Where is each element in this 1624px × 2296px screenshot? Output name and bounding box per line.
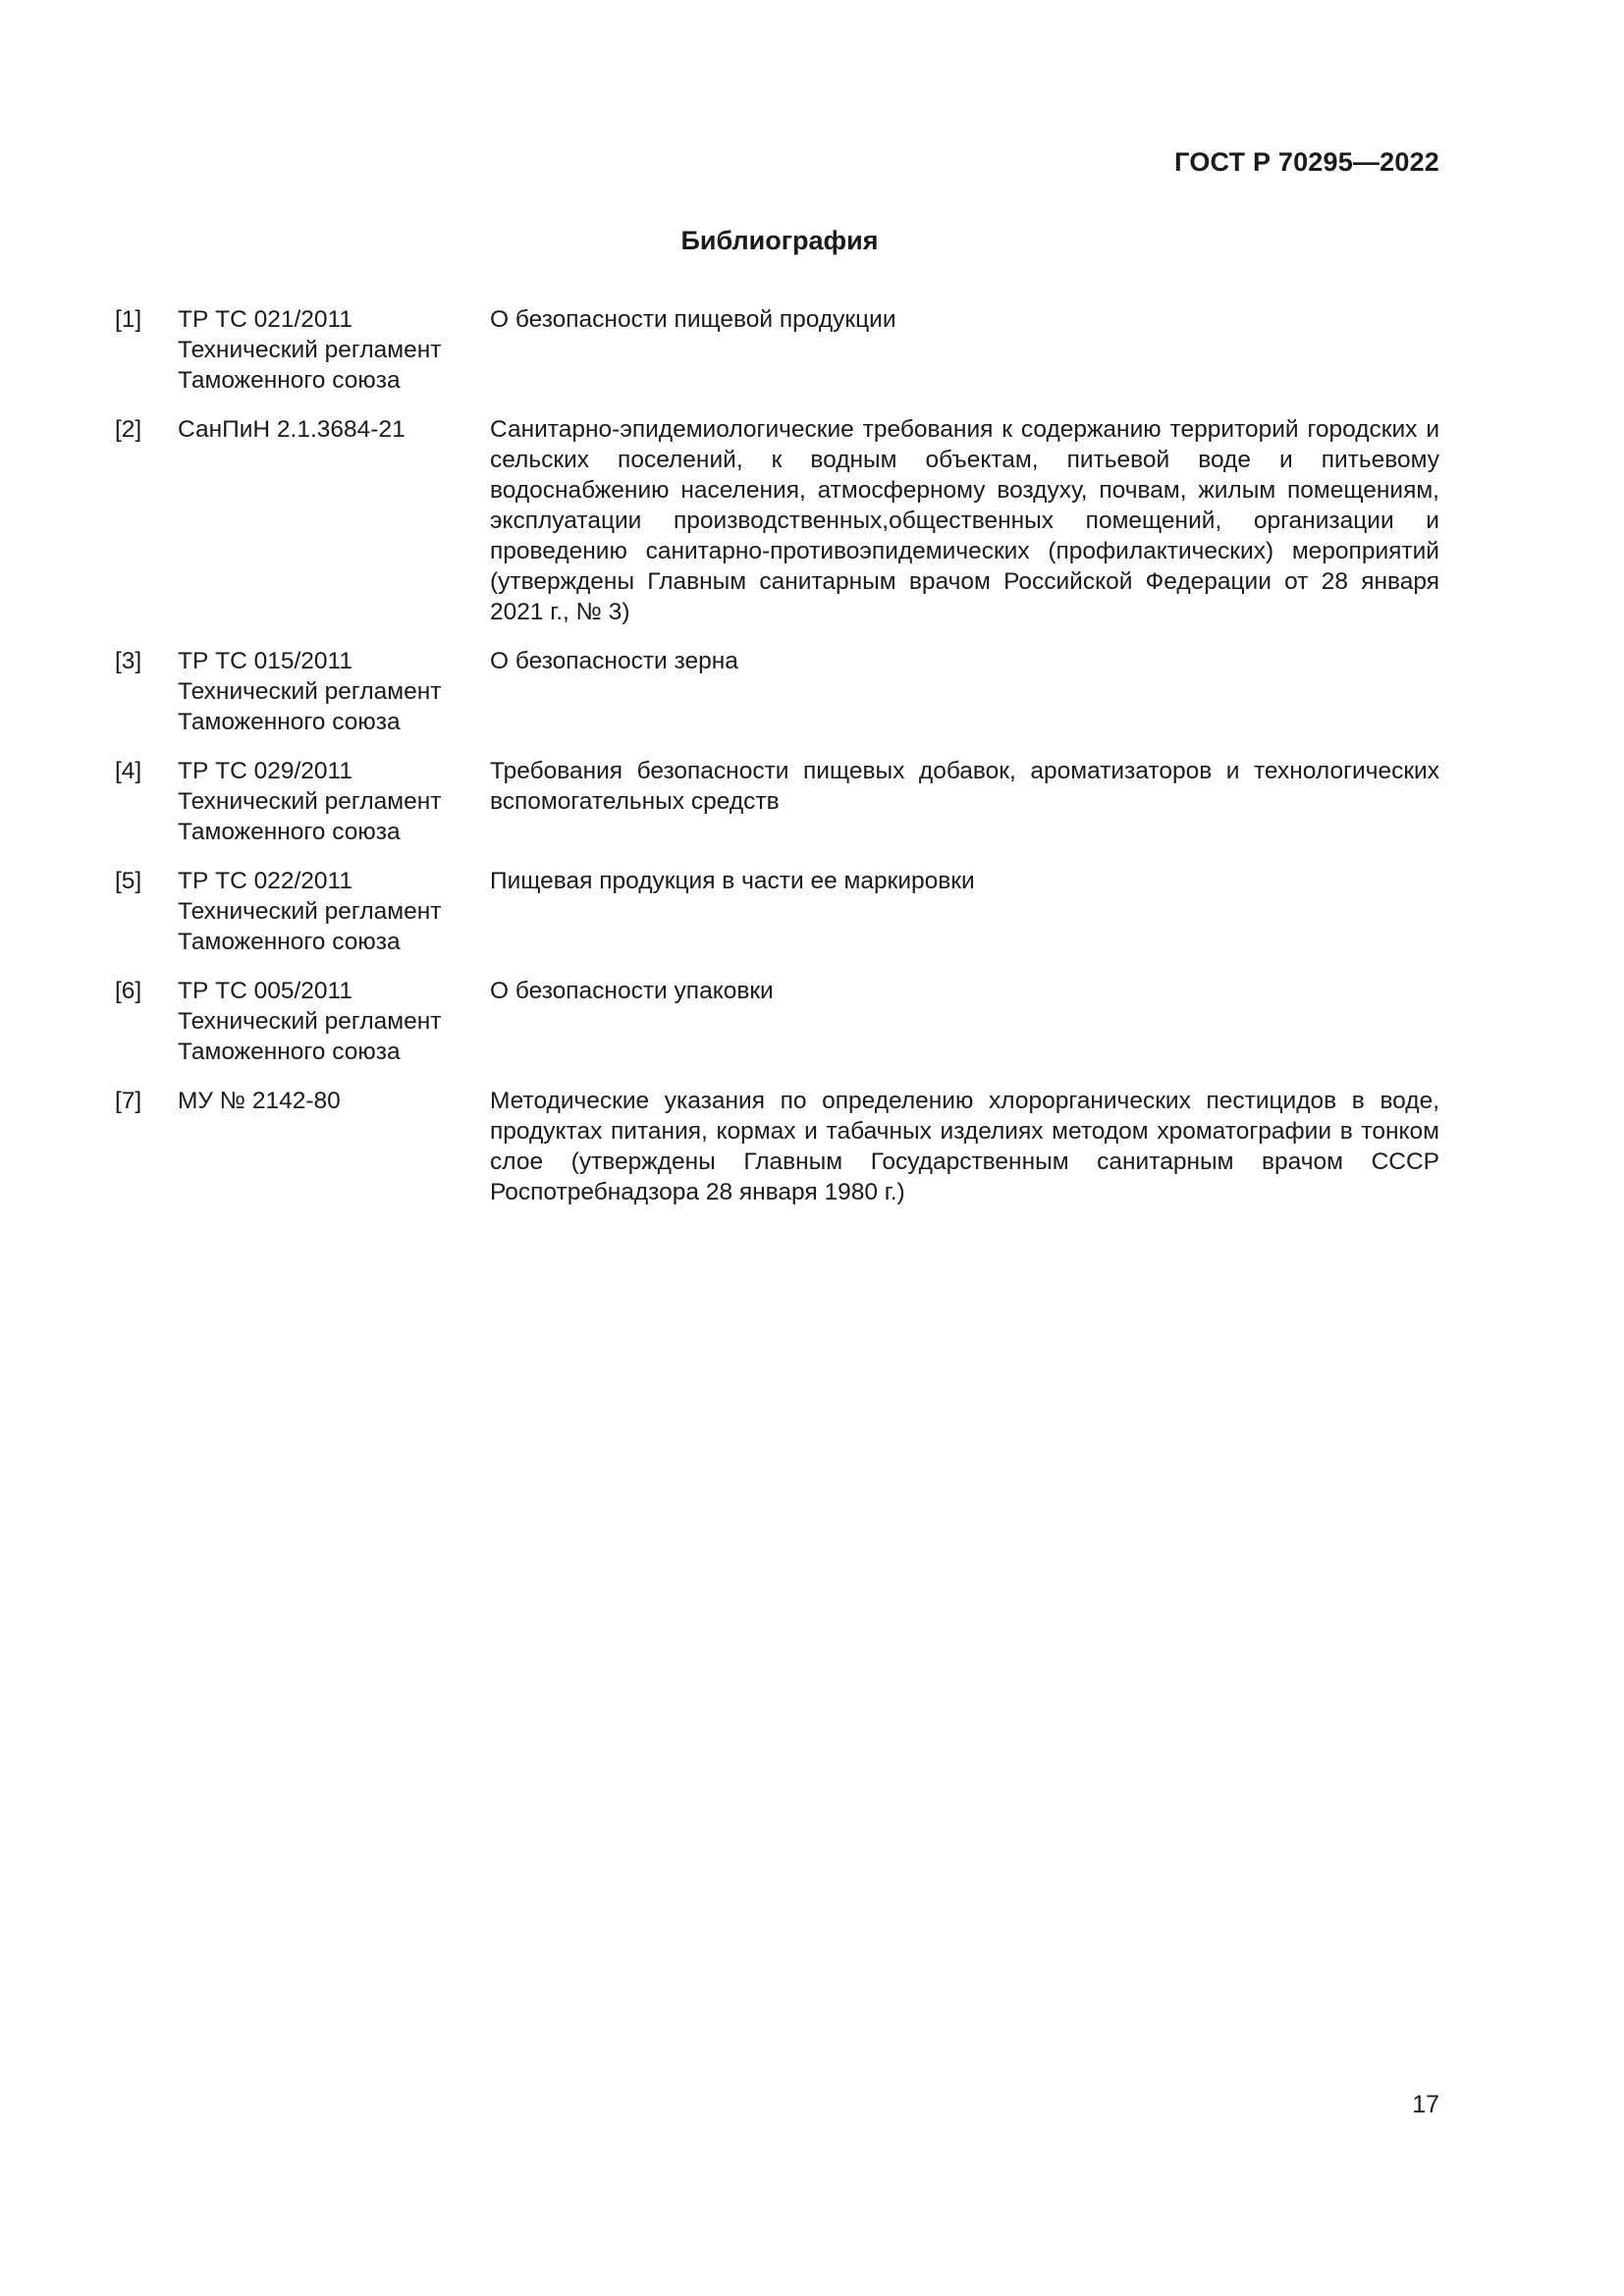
entry-title: О безопасности пищевой продукции [490,306,896,333]
entry-kind-line2: Таможенного союза [178,709,401,735]
entry-number: [2] [115,416,142,443]
entry-number: [1] [115,306,142,333]
entry-reference: СанПиН 2.1.3684-21 [178,416,406,443]
entry-number: [4] [115,758,142,784]
entry-reference: ТР ТС 015/2011 [178,648,352,674]
bibliography-entry [115,304,1439,396]
bibliography-entry [115,866,1439,957]
entry-reference: ТР ТС 005/2011 [178,978,352,1004]
entry-title: Методические указания по определению хлорорганических пестицидов в воде, продуктах питания, кормах и табачных изделиях методом хроматографии в тонком слое (утверждены Главным Государственным санитарным врачом СССР Роспотребнадзора 28 января 1980 г.) [490,1088,1439,1205]
bibliography-entry [115,756,1439,847]
entry-kind-line1: Технический регламент [178,1008,442,1035]
entry-reference-block [178,976,490,1067]
entry-kind-line1: Технический регламент [178,788,442,815]
entry-kind-line2: Таможенного союза [178,819,401,845]
entry-kind-line2: Таможенного союза [178,367,401,394]
bibliography-entry [115,1086,1439,1207]
entry-kind-line2: Таможенного союза [178,929,401,955]
entry-title: Пищевая продукция в части ее маркировки [490,868,975,894]
entry-title: Требования безопасности пищевых добавок, ароматизаторов и технологических вспомогательных средств [490,758,1439,815]
entry-number: [7] [115,1088,142,1114]
entry-number: [3] [115,648,142,674]
bibliography-entry [115,976,1439,1067]
entry-title: О безопасности упаковки [490,978,774,1004]
bibliography-entry [115,414,1439,627]
entry-kind-line2: Таможенного союза [178,1039,401,1065]
document-code: ГОСТ Р 70295—2022 [1174,147,1439,177]
entry-reference-block [178,414,490,445]
entry-kind-line1: Технический регламент [178,898,442,925]
entry-reference: ТР ТС 029/2011 [178,758,352,784]
entry-reference-block [178,866,490,957]
entry-kind-line1: Технический регламент [178,337,442,363]
section-title: Библиография [680,226,879,255]
entry-reference-block [178,756,490,847]
entry-number: [5] [115,868,142,894]
bibliography-list [115,304,1439,1226]
entry-reference: МУ № 2142-80 [178,1088,341,1114]
entry-reference-block [178,1086,490,1116]
page-number: 17 [1412,2091,1439,2118]
bibliography-entry [115,646,1439,737]
entry-number: [6] [115,978,142,1004]
entry-reference: ТР ТС 022/2011 [178,868,352,894]
entry-reference-block [178,304,490,396]
entry-title: О безопасности зерна [490,648,738,674]
entry-reference-block [178,646,490,737]
entry-kind-line1: Технический регламент [178,678,442,705]
entry-title: Санитарно-эпидемиологические требования к содержанию территорий городских и сельских поселений, к водным объектам, питьевой воде и питьевому водоснабжению населения, атмосферному воздуху, почвам, жилым помещениям, эксплуатации производственных,общественных помещений, организации и проведению санитарно-противоэпидемических (профилактических) мероприятий (утверждены Главным санитарным врачом Российской Федерации от 28 января 2021 г., № 3) [490,416,1439,625]
entry-reference: ТР ТС 021/2011 [178,306,352,333]
